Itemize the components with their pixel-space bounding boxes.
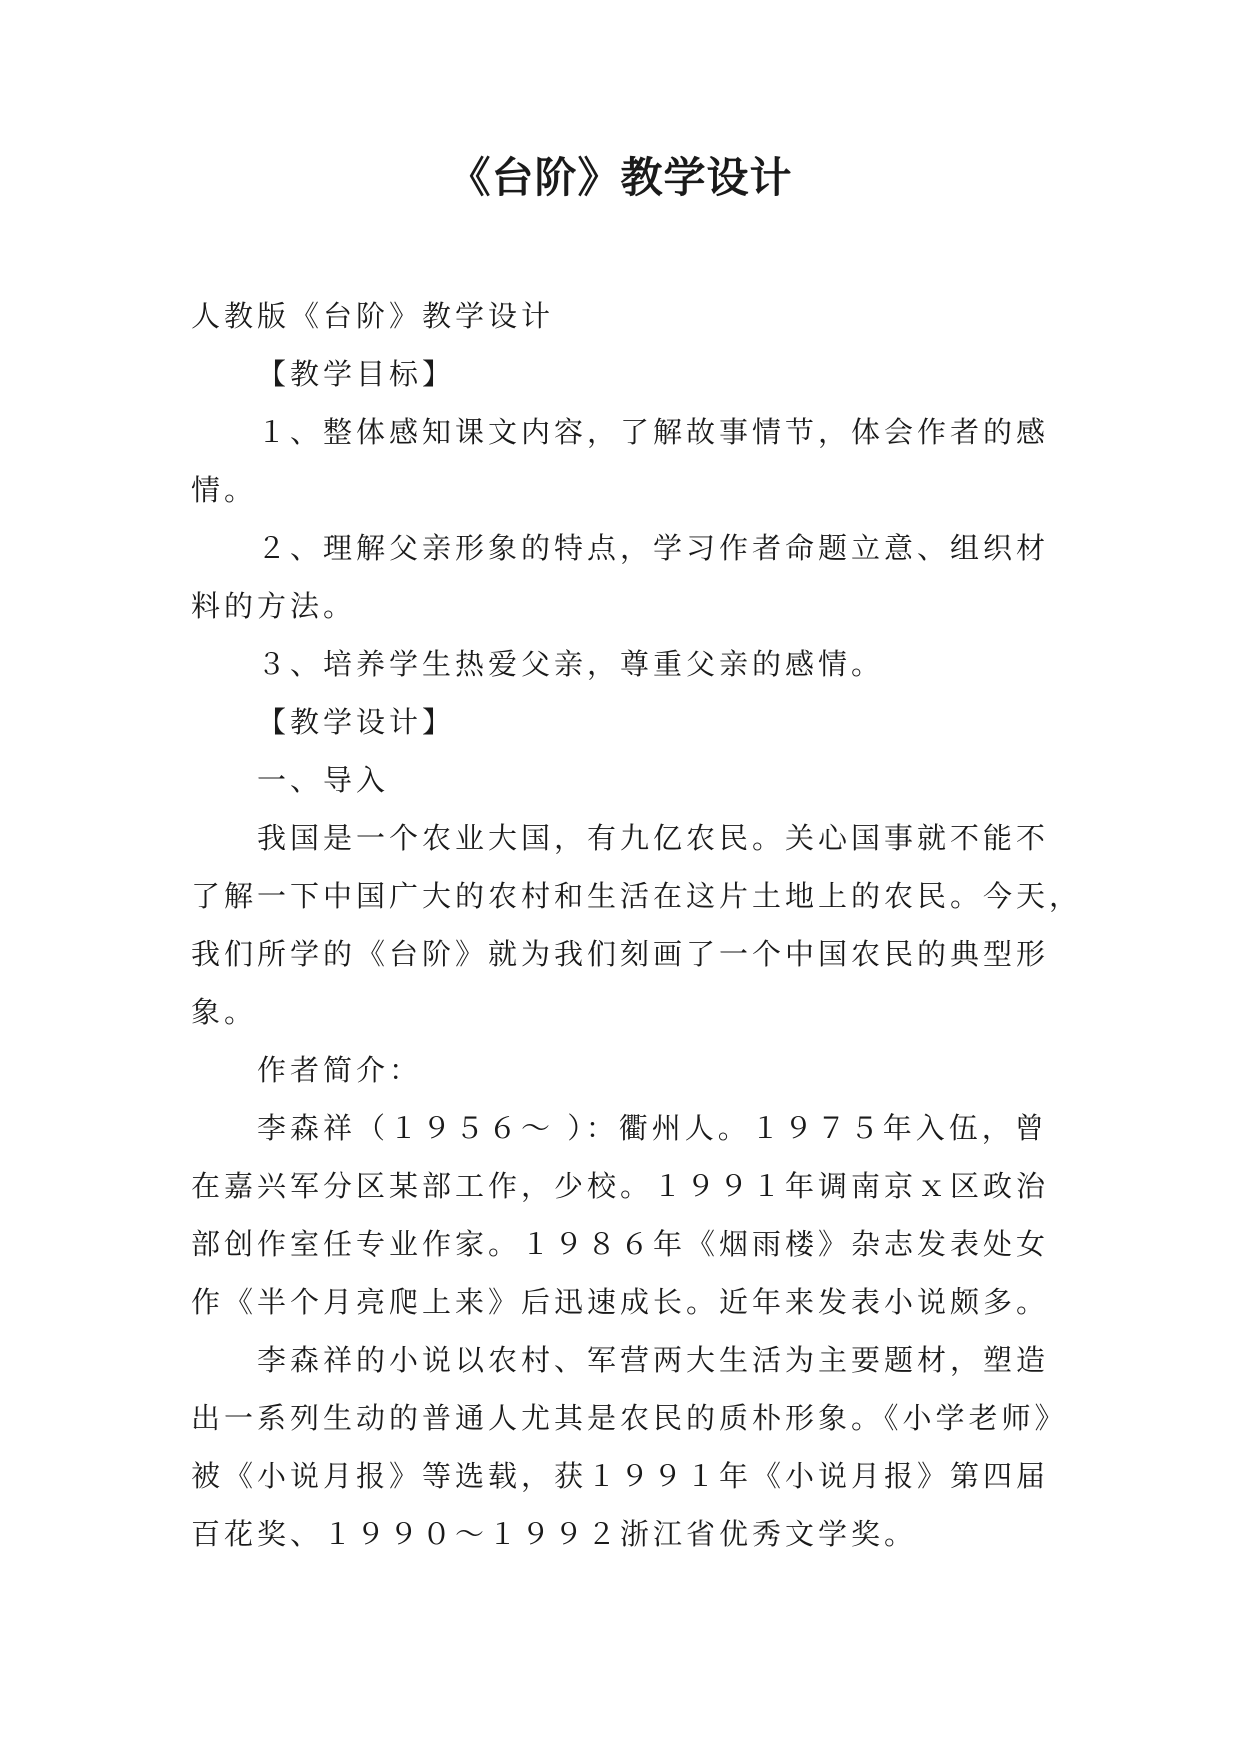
- text-line: ２、理解父亲形象的特点，学习作者命题立意、组织材: [257, 531, 1050, 565]
- text-line: 我们所学的《台阶》就为我们刻画了一个中国农民的典型形: [191, 937, 1050, 971]
- text-line: 部创作室任专业作家。１９８６年《烟雨楼》杂志发表处女: [191, 1227, 1050, 1261]
- document-title: 《台阶》教学设计: [448, 153, 793, 202]
- document-body: [191, 287, 1083, 1563]
- section-heading-objectives: 【教学目标】: [257, 357, 456, 391]
- text-line: 人教版《台阶》教学设计: [191, 299, 555, 333]
- text-line: 象。: [191, 995, 258, 1029]
- text-line: １、整体感知课文内容，了解故事情节，体会作者的感: [257, 415, 1050, 449]
- text-line: 在嘉兴军分区某部工作，少校。１９９１年调南京ｘ区政治: [191, 1169, 1050, 1203]
- text-line: 我国是一个农业大国，有九亿农民。关心国事就不能不: [257, 821, 1050, 855]
- subsection-heading-intro: 一、导入: [257, 763, 390, 797]
- text-line: 情。: [191, 473, 258, 507]
- text-line: ３、培养学生热爱父亲，尊重父亲的感情。: [257, 647, 885, 681]
- text-line: 李森祥的小说以农村、军营两大生活为主要题材，塑造: [257, 1343, 1050, 1377]
- text-line: 百花奖、１９９０～１９９２浙江省优秀文学奖。: [191, 1517, 918, 1551]
- text-line: 了解一下中国广大的农村和生活在这片土地上的农民。今天，: [191, 879, 1083, 913]
- section-heading-design: 【教学设计】: [257, 705, 456, 739]
- text-line: 被《小说月报》等选载，获１９９１年《小说月报》第四届: [191, 1459, 1050, 1493]
- text-line: 料的方法。: [191, 589, 357, 623]
- subsection-heading-author: 作者简介：: [257, 1053, 423, 1087]
- text-line: 李森祥（１９５６～ ）：衢州人。１９７５年入伍，曾: [257, 1111, 1048, 1145]
- text-line: 出一系列生动的普通人尤其是农民的质朴形象。《小学老师》: [191, 1401, 1068, 1435]
- text-line: 作《半个月亮爬上来》后迅速成长。近年来发表小说颇多。: [191, 1285, 1050, 1319]
